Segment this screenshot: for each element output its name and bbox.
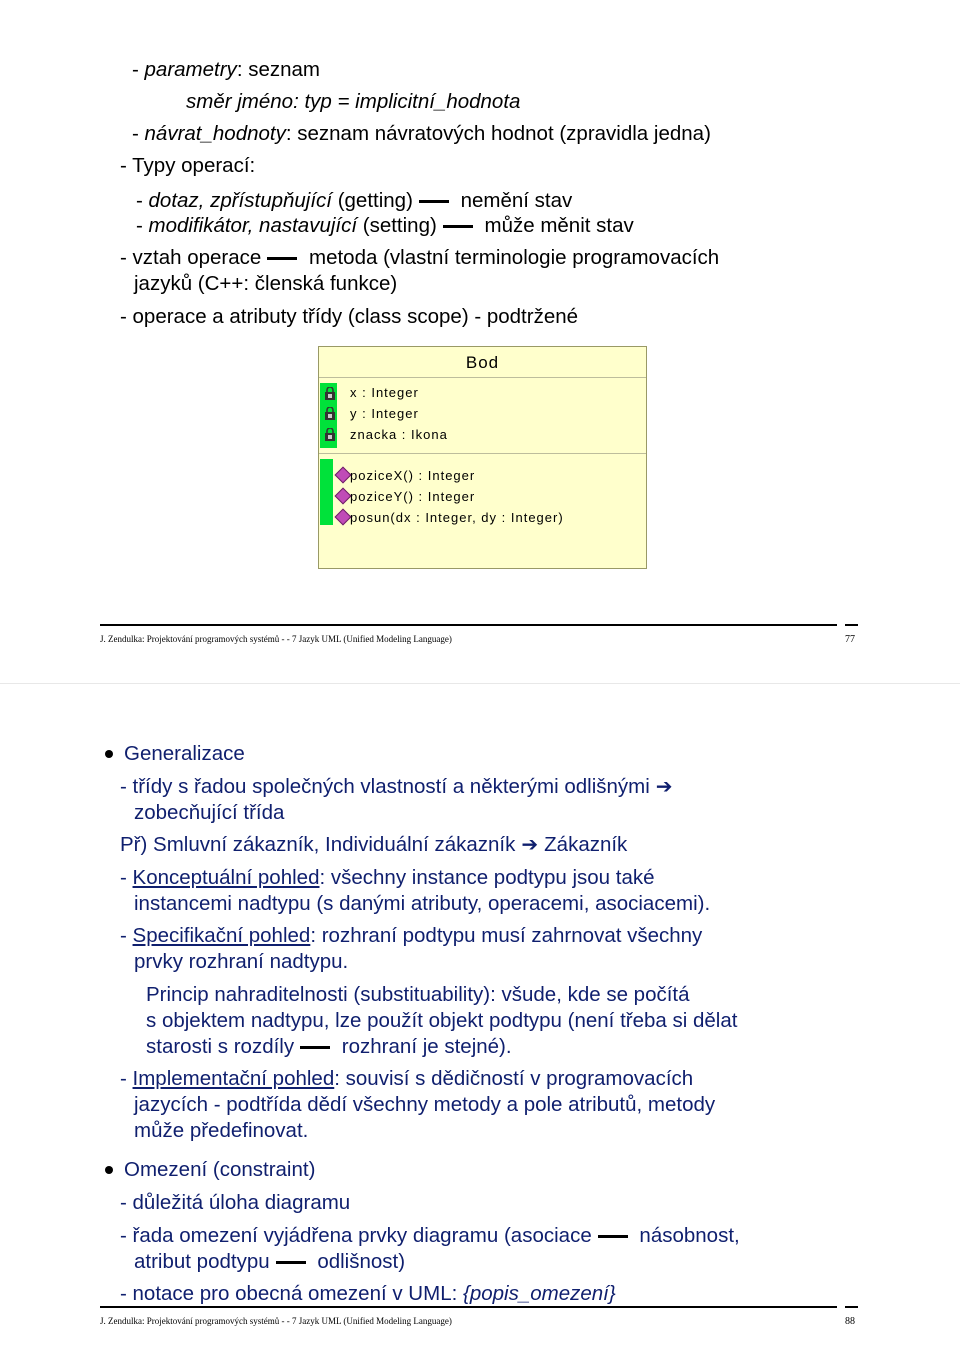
private-lock-icon <box>323 387 337 400</box>
text-line: - řada omezení vyjádřena prvky diagramu (asociace násobnost, <box>120 1224 740 1247</box>
page-divider <box>0 683 960 684</box>
text-line: jazyků (C++: členská funkce) <box>134 272 398 295</box>
text-line: - návrat_hodnoty: seznam návratových hodnot (zpravidla jedna) <box>132 122 711 145</box>
private-lock-icon <box>323 407 337 420</box>
text-line: - dotaz, zpřístupňující (getting) nemění stav <box>136 189 573 212</box>
uml-attribute: x : Integer <box>350 385 419 400</box>
text-line: může předefinovat. <box>134 1119 309 1142</box>
text-line: - třídy s řadou společných vlastností a některými odlišnými ➔ <box>120 775 673 798</box>
text-line: Princip nahraditelnosti (substituability): všude, kde se počítá <box>146 983 690 1006</box>
dash-mark <box>267 257 297 260</box>
footer-rule-short <box>845 1306 858 1308</box>
text-line: - Typy operací: <box>120 154 256 177</box>
text-line: směr jméno: typ = implicitní_hodnota <box>186 90 521 113</box>
uml-attribute: znacka : Ikona <box>350 427 448 442</box>
text-line: - Implementační pohled: souvisí s dědičností v programovacích <box>120 1067 694 1090</box>
footer-text: J. Zendulka: Projektování programových systémů - - 7 Jazyk UML (Unified Modeling Language) <box>100 1316 452 1326</box>
bullet-heading: Generalizace <box>124 742 245 765</box>
uml-class-name: Bod <box>465 353 500 372</box>
text-line: zobecňující třída <box>134 801 285 824</box>
dash-mark <box>598 1235 628 1238</box>
text-line: s objektem nadtypu, lze použít objekt podtypu (není třeba si dělat <box>146 1009 738 1032</box>
footer-rule-short <box>845 624 858 626</box>
text-line: Př) Smluvní zákazník, Individuální zákazník ➔ Zákazník <box>120 833 628 856</box>
uml-operation: posun(dx : Integer, dy : Integer) <box>350 510 564 525</box>
footer-text: J. Zendulka: Projektování programových systémů - - 7 Jazyk UML (Unified Modeling Language) <box>100 634 452 644</box>
text-line: - důležitá úloha diagramu <box>120 1191 351 1214</box>
text-line: - Specifikační pohled: rozhraní podtypu musí zahrnovat všechny <box>120 924 703 947</box>
text-line: - modifikátor, nastavující (setting) může měnit stav <box>136 214 634 237</box>
arrow-right-icon: ➔ <box>521 834 539 856</box>
text-line: instancemi nadtypu (s danými atributy, operacemi, asociacemi). <box>134 892 711 915</box>
footer-rule <box>100 624 837 626</box>
text-line: starosti s rozdíly rozhraní je stejné). <box>146 1035 512 1058</box>
uml-class-box <box>318 346 647 569</box>
public-operation-icon <box>335 509 352 526</box>
uml-attribute: y : Integer <box>350 406 419 421</box>
text-line: - parametry: seznam <box>132 58 320 81</box>
uml-operation: poziceX() : Integer <box>350 468 476 483</box>
text-line: - notace pro obecná omezení v UML: {popis_omezení} <box>120 1282 616 1305</box>
public-operation-icon <box>335 467 352 484</box>
dash-mark <box>419 200 449 203</box>
uml-separator <box>319 377 646 378</box>
bullet <box>105 750 113 758</box>
private-lock-icon <box>323 428 337 441</box>
footer-rule <box>100 1306 837 1308</box>
page-number: 88 <box>845 1316 855 1327</box>
dash-mark <box>276 1261 306 1264</box>
text-line: jazycích - podtřída dědí všechny metody a pole atributů, metody <box>134 1093 716 1116</box>
bullet <box>105 1166 113 1174</box>
dash-mark <box>300 1046 330 1049</box>
text-line: prvky rozhraní nadtypu. <box>134 950 349 973</box>
text-line: - operace a atributy třídy (class scope) - podtržené <box>120 305 579 328</box>
page-number: 77 <box>845 634 855 645</box>
operation-marker-bar <box>320 459 333 525</box>
uml-operation: poziceY() : Integer <box>350 489 476 504</box>
arrow-right-icon: ➔ <box>655 776 673 798</box>
text-line: - vztah operace metoda (vlastní terminologie programovacích <box>120 246 720 269</box>
bullet-heading: Omezení (constraint) <box>124 1158 316 1181</box>
dash-mark <box>443 225 473 228</box>
public-operation-icon <box>335 488 352 505</box>
text-line: atribut podtypu odlišnost) <box>134 1250 406 1273</box>
text-line: - Konceptuální pohled: všechny instance podtypu jsou také <box>120 866 655 889</box>
uml-separator <box>319 453 646 454</box>
